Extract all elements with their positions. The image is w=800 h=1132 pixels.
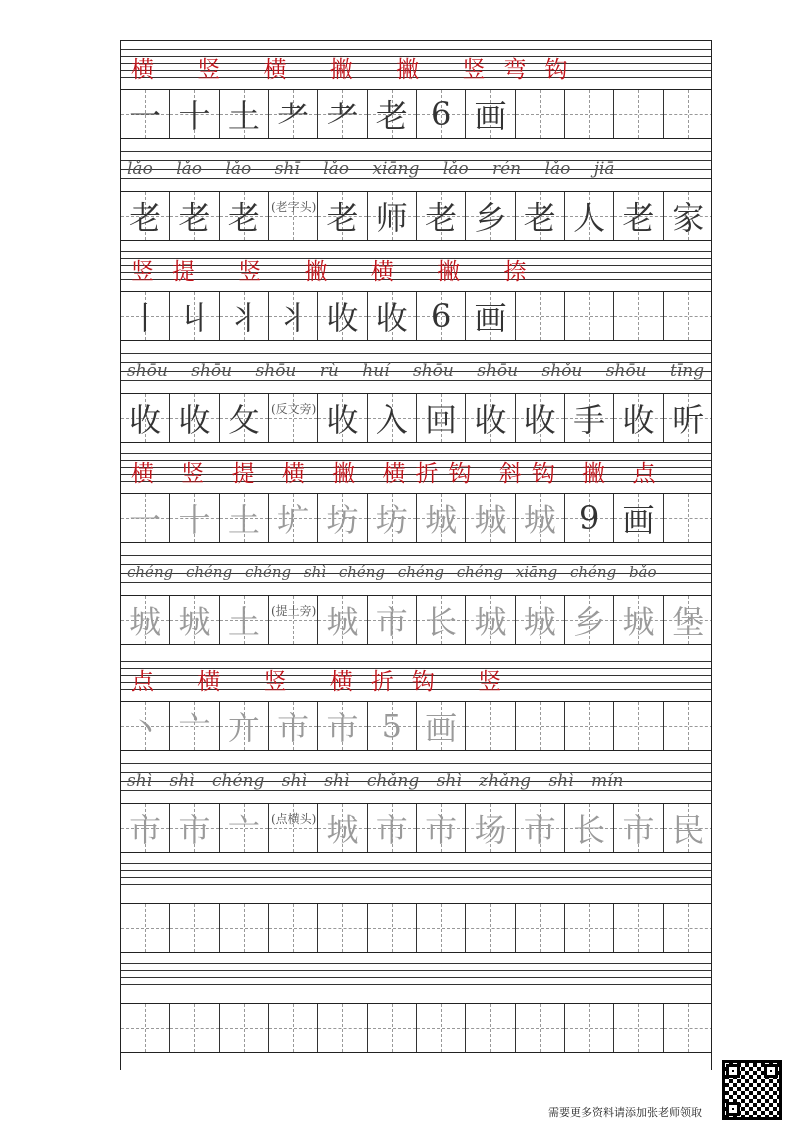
grid-cell: (反文旁) bbox=[269, 394, 318, 442]
grid-cell bbox=[664, 292, 712, 340]
qr-finder bbox=[726, 1102, 740, 1116]
grid-cell: 6 bbox=[417, 292, 466, 340]
grid-cell: 老 bbox=[614, 192, 663, 240]
grid-cell: 圹 bbox=[269, 494, 318, 542]
grid-cell: 收 bbox=[121, 394, 170, 442]
pinyin-text: shōu shōu shōu rù huí shōu shōu shǒu shōu tīng bbox=[127, 361, 705, 381]
grid-cell: 市 bbox=[269, 702, 318, 750]
grid-cell: 城 bbox=[318, 804, 367, 852]
grid-cell: 家 bbox=[664, 192, 712, 240]
grid-cell: 堡 bbox=[664, 596, 712, 644]
grid-cell bbox=[417, 1004, 466, 1052]
grid-cell: 入 bbox=[368, 394, 417, 442]
grid-cell: 老 bbox=[368, 90, 417, 138]
grid-cell: 坊 bbox=[368, 494, 417, 542]
grid-cell: 市 bbox=[417, 804, 466, 852]
footer-note: 需要更多资料请添加张老师领取 bbox=[548, 1106, 702, 1119]
grid-cell: 市 bbox=[368, 596, 417, 644]
words-row bbox=[121, 191, 711, 241]
grid-cell: 丨 bbox=[121, 292, 170, 340]
qr-finder bbox=[764, 1064, 778, 1078]
grid-cell: 收 bbox=[318, 394, 367, 442]
grid-cell: 攵 bbox=[220, 394, 269, 442]
grid-cell: 画 bbox=[466, 292, 515, 340]
qr-finder bbox=[726, 1064, 740, 1078]
grid-cell bbox=[368, 1004, 417, 1052]
grid-cell: 丬 bbox=[269, 292, 318, 340]
grid-cell: 画 bbox=[417, 702, 466, 750]
stroke-names: 竖提 竖 撇 横 撇 捺 bbox=[131, 259, 545, 285]
grid-cell bbox=[368, 904, 417, 952]
words-row bbox=[121, 803, 711, 853]
stroke-names-row bbox=[121, 251, 711, 285]
grid-cell bbox=[614, 702, 663, 750]
grid-cell: 丶 bbox=[121, 702, 170, 750]
grid-cell: (老字头) bbox=[269, 192, 318, 240]
grid-cell: 场 bbox=[466, 804, 515, 852]
grid-cell: 坊 bbox=[318, 494, 367, 542]
pinyin-row bbox=[121, 151, 711, 187]
grid-cell: 市 bbox=[121, 804, 170, 852]
grid-cell: 收 bbox=[516, 394, 565, 442]
words-row bbox=[121, 393, 711, 443]
grid-cell: 老 bbox=[417, 192, 466, 240]
stroke-names-row bbox=[121, 49, 711, 83]
grid-cell: 亠 bbox=[220, 804, 269, 852]
grid-cell bbox=[220, 904, 269, 952]
grid-cell: 6 bbox=[417, 90, 466, 138]
grid-cell bbox=[516, 702, 565, 750]
grid-cell: 收 bbox=[170, 394, 219, 442]
grid-cell bbox=[664, 90, 712, 138]
grid-cell bbox=[466, 702, 515, 750]
grid-cell: 城 bbox=[614, 596, 663, 644]
grid-cell: 耂 bbox=[269, 90, 318, 138]
grid-cell bbox=[664, 494, 712, 542]
grid-cell bbox=[121, 1004, 170, 1052]
grid-cell bbox=[565, 90, 614, 138]
grid-cell: 收 bbox=[466, 394, 515, 442]
grid-cell bbox=[614, 1004, 663, 1052]
grid-cell: 亠 bbox=[170, 702, 219, 750]
grid-cell: 城 bbox=[466, 494, 515, 542]
grid-cell bbox=[664, 702, 712, 750]
grid-cell: 长 bbox=[565, 804, 614, 852]
grid-cell: 城 bbox=[318, 596, 367, 644]
grid-cell bbox=[269, 904, 318, 952]
grid-cell: 亣 bbox=[220, 702, 269, 750]
stroke-names-row bbox=[121, 453, 711, 487]
grid-cell bbox=[664, 1004, 712, 1052]
stroke-names-row bbox=[121, 661, 711, 695]
blank-lines bbox=[121, 863, 711, 891]
grid-cell bbox=[516, 904, 565, 952]
grid-cell bbox=[318, 1004, 367, 1052]
grid-cell: 丩 bbox=[170, 292, 219, 340]
grid-cell bbox=[664, 904, 712, 952]
stroke-names: 横 竖 横 撇 撇 竖弯钩 bbox=[131, 57, 586, 83]
grid-cell bbox=[614, 292, 663, 340]
grid-cell: 收 bbox=[318, 292, 367, 340]
qr-code[interactable] bbox=[722, 1060, 782, 1120]
grid-cell: 手 bbox=[565, 394, 614, 442]
grid-cell bbox=[565, 904, 614, 952]
grid-cell: (点横头) bbox=[269, 804, 318, 852]
pinyin-text: shì shì chéng shì shì chǎng shì zhǎng shì mín bbox=[127, 771, 624, 791]
grid-cell bbox=[466, 1004, 515, 1052]
grid-cell: 师 bbox=[368, 192, 417, 240]
grid-cell: 一 bbox=[121, 494, 170, 542]
grid-cell: 老 bbox=[516, 192, 565, 240]
grid-cell: 9 bbox=[565, 494, 614, 542]
blank-lines bbox=[121, 963, 711, 991]
grid-cell bbox=[516, 1004, 565, 1052]
grid-cell bbox=[318, 904, 367, 952]
stroke-names: 横 竖 提 横 撇 横折钩 斜钩 撇 点 bbox=[131, 461, 666, 487]
grid-cell: 城 bbox=[417, 494, 466, 542]
grid-cell: 土 bbox=[220, 494, 269, 542]
grid-cell: 收 bbox=[368, 292, 417, 340]
grid-cell: 市 bbox=[170, 804, 219, 852]
grid-cell: 5 bbox=[368, 702, 417, 750]
grid-cell bbox=[516, 292, 565, 340]
grid-cell: 收 bbox=[614, 394, 663, 442]
grid-cell: 十 bbox=[170, 90, 219, 138]
grid-cell: 民 bbox=[664, 804, 712, 852]
grid-cell: 听 bbox=[664, 394, 712, 442]
grid-cell bbox=[614, 904, 663, 952]
stroke-names: 点 横 竖 横折钩 竖 bbox=[131, 669, 520, 695]
pinyin-text: chéng chéng chéng shì chéng chéng chéng xiāng chéng bǎo bbox=[127, 563, 657, 581]
grid-cell: 一 bbox=[121, 90, 170, 138]
grid-cell: 老 bbox=[318, 192, 367, 240]
grid-cell: 市 bbox=[614, 804, 663, 852]
grid-cell: 耂 bbox=[318, 90, 367, 138]
pinyin-row bbox=[121, 353, 711, 389]
grid-cell bbox=[220, 1004, 269, 1052]
stroke-order-row bbox=[121, 89, 711, 139]
grid-cell bbox=[417, 904, 466, 952]
grid-cell bbox=[170, 1004, 219, 1052]
grid-cell: 市 bbox=[318, 702, 367, 750]
grid-cell: 长 bbox=[417, 596, 466, 644]
pinyin-row bbox=[121, 763, 711, 799]
grid-cell bbox=[170, 904, 219, 952]
grid-cell: 城 bbox=[466, 596, 515, 644]
blank-grid-row bbox=[121, 1003, 711, 1053]
pinyin-row bbox=[121, 555, 711, 591]
grid-cell: 城 bbox=[170, 596, 219, 644]
grid-cell: 人 bbox=[565, 192, 614, 240]
blank-grid-row bbox=[121, 903, 711, 953]
grid-cell bbox=[516, 90, 565, 138]
stroke-order-row bbox=[121, 291, 711, 341]
grid-cell bbox=[565, 1004, 614, 1052]
grid-cell: 市 bbox=[368, 804, 417, 852]
grid-cell: 画 bbox=[466, 90, 515, 138]
grid-cell: 乡 bbox=[565, 596, 614, 644]
grid-cell: 画 bbox=[614, 494, 663, 542]
stroke-order-row bbox=[121, 493, 711, 543]
grid-cell: 丬 bbox=[220, 292, 269, 340]
grid-cell: 老 bbox=[170, 192, 219, 240]
grid-cell bbox=[614, 90, 663, 138]
grid-cell bbox=[565, 702, 614, 750]
grid-cell: 土 bbox=[220, 90, 269, 138]
stroke-order-row bbox=[121, 701, 711, 751]
practice-sheet bbox=[120, 40, 712, 1070]
grid-cell: 城 bbox=[121, 596, 170, 644]
pinyin-text: lǎo lǎo lǎo shī lǎo xiāng lǎo rén lǎo jiā bbox=[127, 159, 615, 179]
grid-cell: (提土旁) bbox=[269, 596, 318, 644]
grid-cell: 土 bbox=[220, 596, 269, 644]
words-row bbox=[121, 595, 711, 645]
grid-cell bbox=[269, 1004, 318, 1052]
grid-cell: 老 bbox=[121, 192, 170, 240]
grid-cell bbox=[466, 904, 515, 952]
grid-cell bbox=[565, 292, 614, 340]
grid-cell: 乡 bbox=[466, 192, 515, 240]
grid-cell: 市 bbox=[516, 804, 565, 852]
grid-cell: 城 bbox=[516, 494, 565, 542]
grid-cell: 老 bbox=[220, 192, 269, 240]
grid-cell: 城 bbox=[516, 596, 565, 644]
grid-cell bbox=[121, 904, 170, 952]
grid-cell: 十 bbox=[170, 494, 219, 542]
grid-cell: 回 bbox=[417, 394, 466, 442]
